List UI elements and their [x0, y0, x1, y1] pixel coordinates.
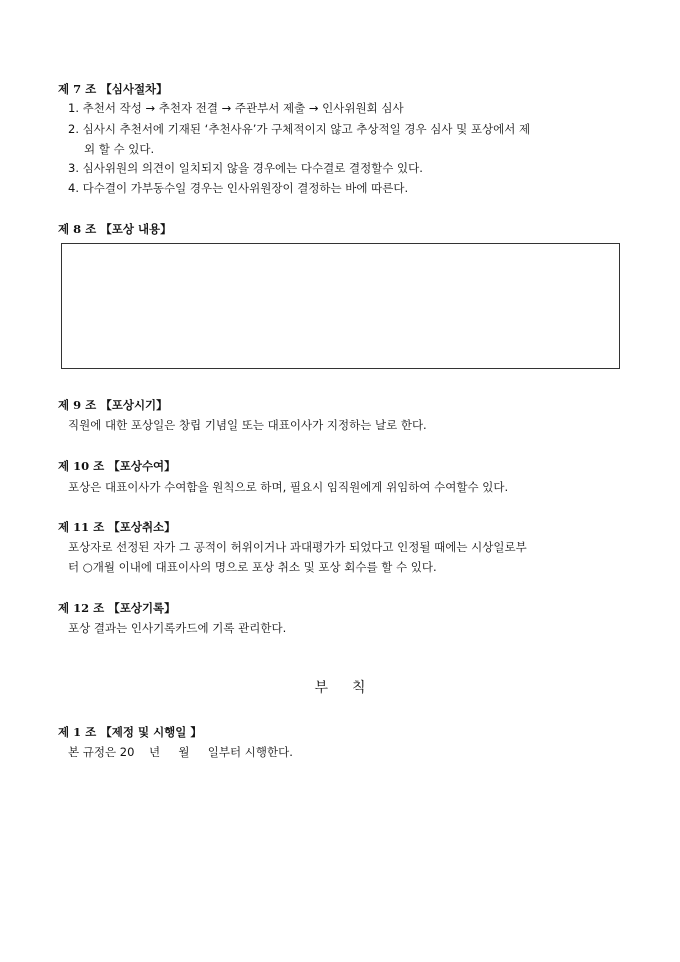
supplement-article-1-heading: 제 1 조 【제정 및 시행일 】 [58, 725, 202, 739]
article-11-line-1: 포상자로 선정된 자가 그 공적이 허위이거나 과대평가가 되었다고 인정될 때에는 시상일로부 [68, 540, 527, 554]
reward-content-box [61, 243, 620, 369]
article-9-heading: 제 9 조 【포상시기】 [58, 398, 168, 412]
supplementary-provisions-title: 부칙 [314, 680, 390, 696]
supplement-article-1-text: 본 규정은 20 년 월 일부터 시행한다. [68, 745, 293, 759]
article-10-heading: 제 10 조 【포상수여】 [58, 459, 176, 473]
article-7-item-1: 1. 추천서 작성 → 추천자 전결 → 주관부서 제출 → 인사위원회 심사 [68, 101, 404, 115]
article-9-text: 직원에 대한 포상일은 창립 기념일 또는 대표이사가 지정하는 날로 한다. [68, 418, 427, 432]
article-7-item-4: 4. 다수결이 가부동수일 경우는 인사위원장이 결정하는 바에 따른다. [68, 181, 409, 195]
article-11-line-2: 터 ○개월 이내에 대표이사의 명으로 포상 취소 및 포상 회수를 할 수 있다. [68, 560, 437, 574]
article-11-heading: 제 11 조 【포상취소】 [58, 520, 176, 534]
article-7-item-3: 3. 심사위원의 의견이 일치되지 않을 경우에는 다수결로 결정할수 있다. [68, 161, 423, 175]
article-7-heading: 제 7 조 【심사절차】 [58, 82, 168, 96]
article-7-item-2: 2. 심사시 추천서에 기재된 ‘추천사유’가 구체적이지 않고 추상적일 경우 심사 및 포상에서 제 [68, 122, 531, 136]
article-12-text: 포상 결과는 인사기록카드에 기록 관리한다. [68, 621, 287, 635]
article-7-item-2-cont: 외 할 수 있다. [84, 142, 155, 156]
article-12-heading: 제 12 조 【포상기록】 [58, 601, 176, 615]
article-10-text: 포상은 대표이사가 수여함을 원칙으로 하며, 필요시 임직원에게 위임하여 수여할수 있다. [68, 480, 509, 494]
article-8-heading: 제 8 조 【포상 내용】 [58, 222, 172, 236]
